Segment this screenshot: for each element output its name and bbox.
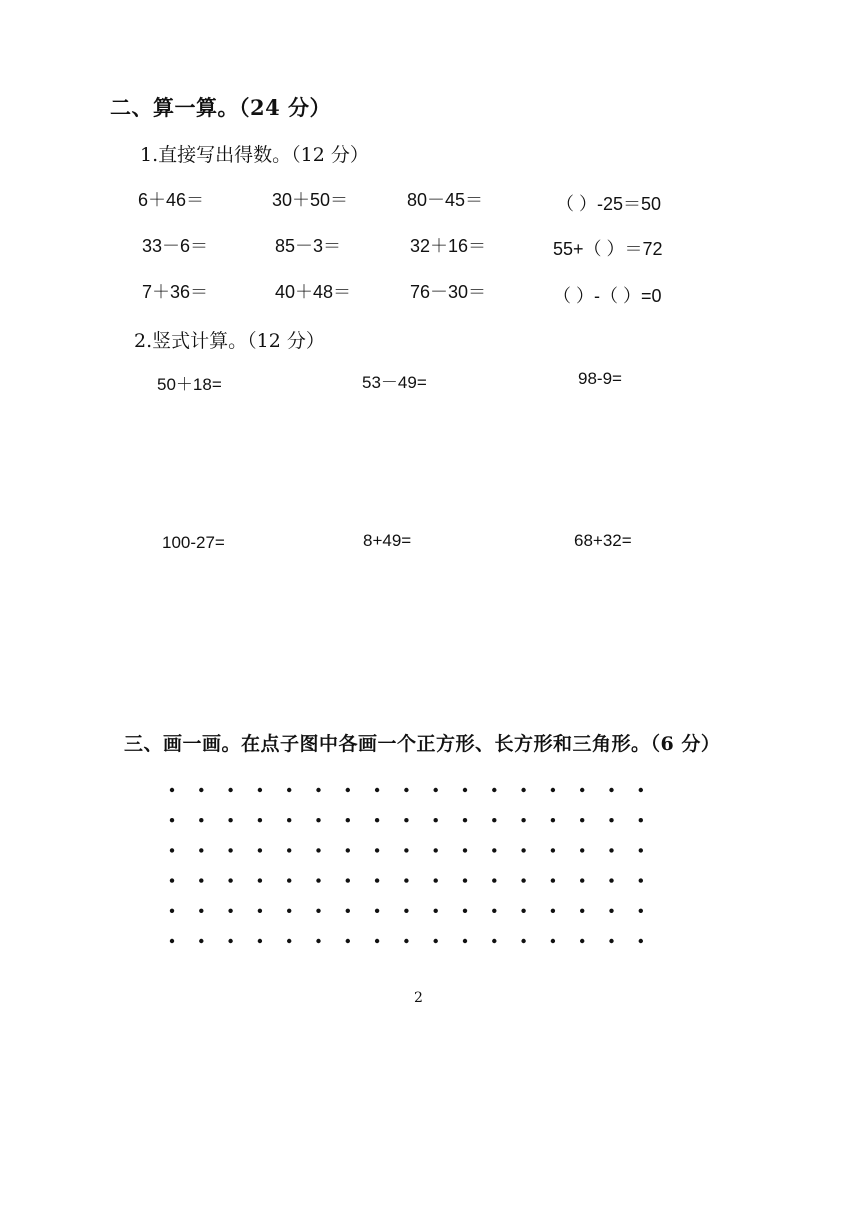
- grid-dot[interactable]: [170, 878, 174, 882]
- grid-dot[interactable]: [375, 788, 379, 792]
- grid-dot[interactable]: [404, 788, 408, 792]
- grid-dot[interactable]: [521, 788, 525, 792]
- section-2-title: 二、算一算。（24 分）: [110, 95, 332, 120]
- grid-dot[interactable]: [316, 818, 320, 822]
- grid-dot[interactable]: [492, 939, 496, 943]
- grid-dot[interactable]: [463, 939, 467, 943]
- grid-dot[interactable]: [199, 909, 203, 913]
- grid-dot[interactable]: [258, 818, 262, 822]
- grid-dot[interactable]: [170, 939, 174, 943]
- grid-dot[interactable]: [287, 788, 291, 792]
- oral-equation: 30＋50＝: [272, 190, 349, 210]
- oral-equation: 85－3＝: [275, 236, 342, 256]
- vertical-calc-problem: 100-27=: [162, 533, 225, 552]
- grid-dot[interactable]: [551, 878, 555, 882]
- grid-dot[interactable]: [609, 788, 613, 792]
- grid-dot[interactable]: [170, 909, 174, 913]
- oral-equation: （ ）-25＝50: [556, 194, 662, 214]
- grid-dot[interactable]: [551, 939, 555, 943]
- grid-dot[interactable]: [639, 939, 643, 943]
- grid-dot[interactable]: [609, 939, 613, 943]
- grid-dot[interactable]: [580, 818, 584, 822]
- part-2-title: 2.竖式计算。（12 分）: [134, 330, 325, 352]
- grid-dot[interactable]: [404, 818, 408, 822]
- grid-dot[interactable]: [639, 909, 643, 913]
- grid-dot[interactable]: [434, 939, 438, 943]
- dot-grid[interactable]: [160, 776, 660, 956]
- grid-dot[interactable]: [609, 818, 613, 822]
- grid-dot[interactable]: [492, 788, 496, 792]
- vertical-calc-problem: 50＋18=: [157, 375, 222, 394]
- grid-dot[interactable]: [228, 788, 232, 792]
- grid-dot[interactable]: [521, 818, 525, 822]
- grid-dot[interactable]: [258, 939, 262, 943]
- grid-dot[interactable]: [463, 848, 467, 852]
- grid-dot[interactable]: [521, 848, 525, 852]
- grid-dot[interactable]: [228, 818, 232, 822]
- grid-dot[interactable]: [551, 848, 555, 852]
- grid-dot[interactable]: [551, 818, 555, 822]
- grid-dot[interactable]: [551, 788, 555, 792]
- grid-dot[interactable]: [492, 878, 496, 882]
- grid-dot[interactable]: [316, 788, 320, 792]
- grid-dot[interactable]: [287, 939, 291, 943]
- grid-dot[interactable]: [228, 939, 232, 943]
- vertical-calc-problem: 8+49=: [363, 531, 412, 550]
- oral-equation: 33－6＝: [142, 236, 209, 256]
- grid-dot[interactable]: [639, 788, 643, 792]
- grid-dot[interactable]: [375, 939, 379, 943]
- grid-dot[interactable]: [434, 909, 438, 913]
- grid-dot[interactable]: [287, 848, 291, 852]
- vertical-calc-problem: 68+32=: [574, 531, 632, 550]
- section-3-title: 三、画一画。在点子图中各画一个正方形、长方形和三角形。（6 分）: [124, 733, 721, 755]
- grid-dot[interactable]: [199, 878, 203, 882]
- grid-dot[interactable]: [228, 848, 232, 852]
- grid-dot[interactable]: [434, 818, 438, 822]
- grid-dot[interactable]: [346, 878, 350, 882]
- oral-equation: （ ）-（ ）=0: [553, 286, 662, 306]
- grid-dot[interactable]: [404, 909, 408, 913]
- grid-dot[interactable]: [639, 818, 643, 822]
- grid-dot[interactable]: [609, 848, 613, 852]
- vertical-calc-problem: 53－49=: [362, 373, 427, 392]
- grid-dot[interactable]: [346, 818, 350, 822]
- grid-dot[interactable]: [492, 909, 496, 913]
- oral-equation: 55+（ ）＝72: [553, 239, 663, 259]
- oral-equation: 40＋48＝: [275, 282, 352, 302]
- grid-dot[interactable]: [375, 909, 379, 913]
- grid-dot[interactable]: [492, 818, 496, 822]
- grid-dot[interactable]: [258, 909, 262, 913]
- oral-equation: 6＋46＝: [138, 190, 205, 210]
- grid-dot[interactable]: [434, 878, 438, 882]
- grid-dot[interactable]: [404, 848, 408, 852]
- grid-dot[interactable]: [463, 909, 467, 913]
- grid-dot[interactable]: [170, 848, 174, 852]
- grid-dot[interactable]: [375, 848, 379, 852]
- grid-dot[interactable]: [521, 909, 525, 913]
- grid-dot[interactable]: [434, 848, 438, 852]
- grid-dot[interactable]: [287, 818, 291, 822]
- oral-equation: 80－45＝: [407, 190, 484, 210]
- grid-dot[interactable]: [258, 848, 262, 852]
- grid-dot[interactable]: [199, 788, 203, 792]
- grid-dot[interactable]: [580, 848, 584, 852]
- oral-equation: 7＋36＝: [142, 282, 209, 302]
- grid-dot[interactable]: [228, 878, 232, 882]
- grid-dot[interactable]: [580, 788, 584, 792]
- grid-dot[interactable]: [580, 878, 584, 882]
- grid-dot[interactable]: [375, 878, 379, 882]
- grid-dot[interactable]: [316, 909, 320, 913]
- oral-equation: 76－30＝: [410, 282, 487, 302]
- grid-dot[interactable]: [258, 878, 262, 882]
- grid-dot[interactable]: [199, 848, 203, 852]
- grid-dot[interactable]: [316, 878, 320, 882]
- grid-dot[interactable]: [170, 788, 174, 792]
- grid-dot[interactable]: [434, 788, 438, 792]
- grid-dot[interactable]: [258, 788, 262, 792]
- grid-dot[interactable]: [609, 909, 613, 913]
- grid-dot[interactable]: [316, 848, 320, 852]
- grid-dot[interactable]: [375, 818, 379, 822]
- grid-dot[interactable]: [521, 939, 525, 943]
- grid-dot[interactable]: [463, 818, 467, 822]
- grid-dot[interactable]: [639, 878, 643, 882]
- grid-dot[interactable]: [346, 909, 350, 913]
- grid-dot[interactable]: [404, 939, 408, 943]
- grid-dot[interactable]: [287, 909, 291, 913]
- grid-dot[interactable]: [199, 818, 203, 822]
- grid-dot[interactable]: [316, 939, 320, 943]
- grid-dot[interactable]: [609, 878, 613, 882]
- grid-dot[interactable]: [346, 848, 350, 852]
- grid-dot[interactable]: [228, 909, 232, 913]
- grid-dot[interactable]: [551, 909, 555, 913]
- grid-dot[interactable]: [199, 939, 203, 943]
- grid-dot[interactable]: [287, 878, 291, 882]
- grid-dot[interactable]: [463, 788, 467, 792]
- grid-dot[interactable]: [463, 878, 467, 882]
- grid-dot[interactable]: [492, 848, 496, 852]
- grid-dot[interactable]: [580, 909, 584, 913]
- grid-dot[interactable]: [580, 939, 584, 943]
- grid-dot[interactable]: [170, 818, 174, 822]
- grid-dot[interactable]: [346, 788, 350, 792]
- oral-equation: 32＋16＝: [410, 236, 487, 256]
- page-number: 2: [414, 990, 423, 1006]
- grid-dot[interactable]: [346, 939, 350, 943]
- grid-dot[interactable]: [404, 878, 408, 882]
- vertical-calc-problem: 98-9=: [578, 369, 622, 388]
- grid-dot[interactable]: [521, 878, 525, 882]
- grid-dot[interactable]: [639, 848, 643, 852]
- part-1-title: 1.直接写出得数。（12 分）: [140, 144, 369, 166]
